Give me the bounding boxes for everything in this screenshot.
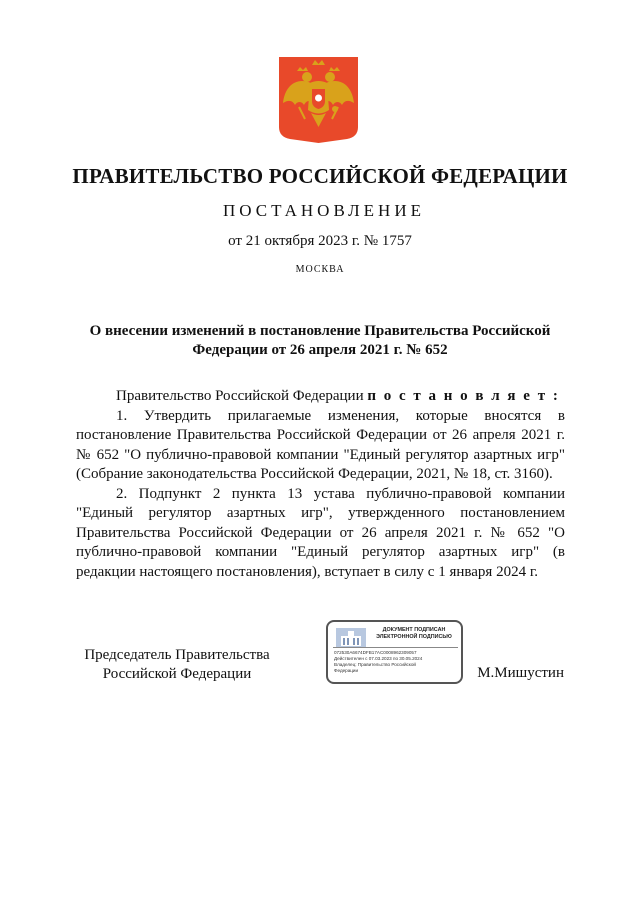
body-item-1: 1. Утвердить прилагаемые изменения, которые вносятся в постановление Правительства Российской Федерации от 26 апреля 2021 г. № 652 "О публично-правовой компании "Единый регулятор азартных игр" (Собрание законодательства Российской Федерации, 2021, № 18, ст. 3160). [76, 407, 565, 482]
subject-line-1: О внесении изменений в постановление Правительства Российской [89, 323, 551, 339]
government-building-icon [336, 628, 366, 648]
document-city: МОСКВА [295, 264, 345, 275]
body-item-2: 2. Подпункт 2 пункта 13 устава публично-правовой компании "Единый регулятор азартных игр", утвержденного постановлением Правительства Российской Федерации от 26 апреля 2021 г. № 652 "О публично-правовой компании "Единый регулятор азартных игр" (в редакции настоящего постановления), вступает в силу с 1 января 2024 г. [76, 485, 565, 580]
stamp-certificate: 072530A6674DFB17AC0008962309057 [334, 650, 417, 655]
position-line-1: Председатель Правительства [84, 647, 270, 663]
government-title: ПРАВИТЕЛЬСТВО РОССИЙСКОЙ ФЕДЕРАЦИИ [72, 164, 568, 188]
stamp-owner-line-1: Владелец: Правительство Российской [334, 662, 416, 667]
stamp-owner-line-2: Федерации [334, 668, 359, 673]
signatory-name: М.Мишустин [477, 665, 564, 681]
position-line-2: Российской Федерации [102, 666, 252, 682]
signatory-position [76, 646, 278, 684]
stamp-divider [333, 647, 458, 648]
body-intro [76, 387, 565, 407]
stamp-details [334, 650, 460, 674]
document-type: ПОСТАНОВЛЕНИЕ [222, 201, 425, 220]
document-subject [70, 322, 570, 360]
document-body [76, 387, 565, 582]
coat-of-arms-emblem [277, 55, 360, 144]
stamp-title-line-1: ДОКУМЕНТ ПОДПИСАН [382, 627, 446, 633]
decree-word: п о с т а н о в л я е т : [367, 388, 560, 404]
electronic-signature-stamp [326, 620, 463, 684]
document-date-number: от 21 октября 2023 г. № 1757 [228, 233, 412, 249]
stamp-title-line-2: ЭЛЕКТРОННОЙ ПОДПИСЬЮ [376, 634, 452, 640]
intro-text: Правительство Российской Федерации [116, 388, 368, 404]
stamp-validity: Действителен с 07.03.2023 по 30.05.2024 [334, 656, 423, 661]
subject-line-2: Федерации от 26 апреля 2021 г. № 652 [192, 342, 448, 358]
stamp-title [368, 627, 460, 641]
